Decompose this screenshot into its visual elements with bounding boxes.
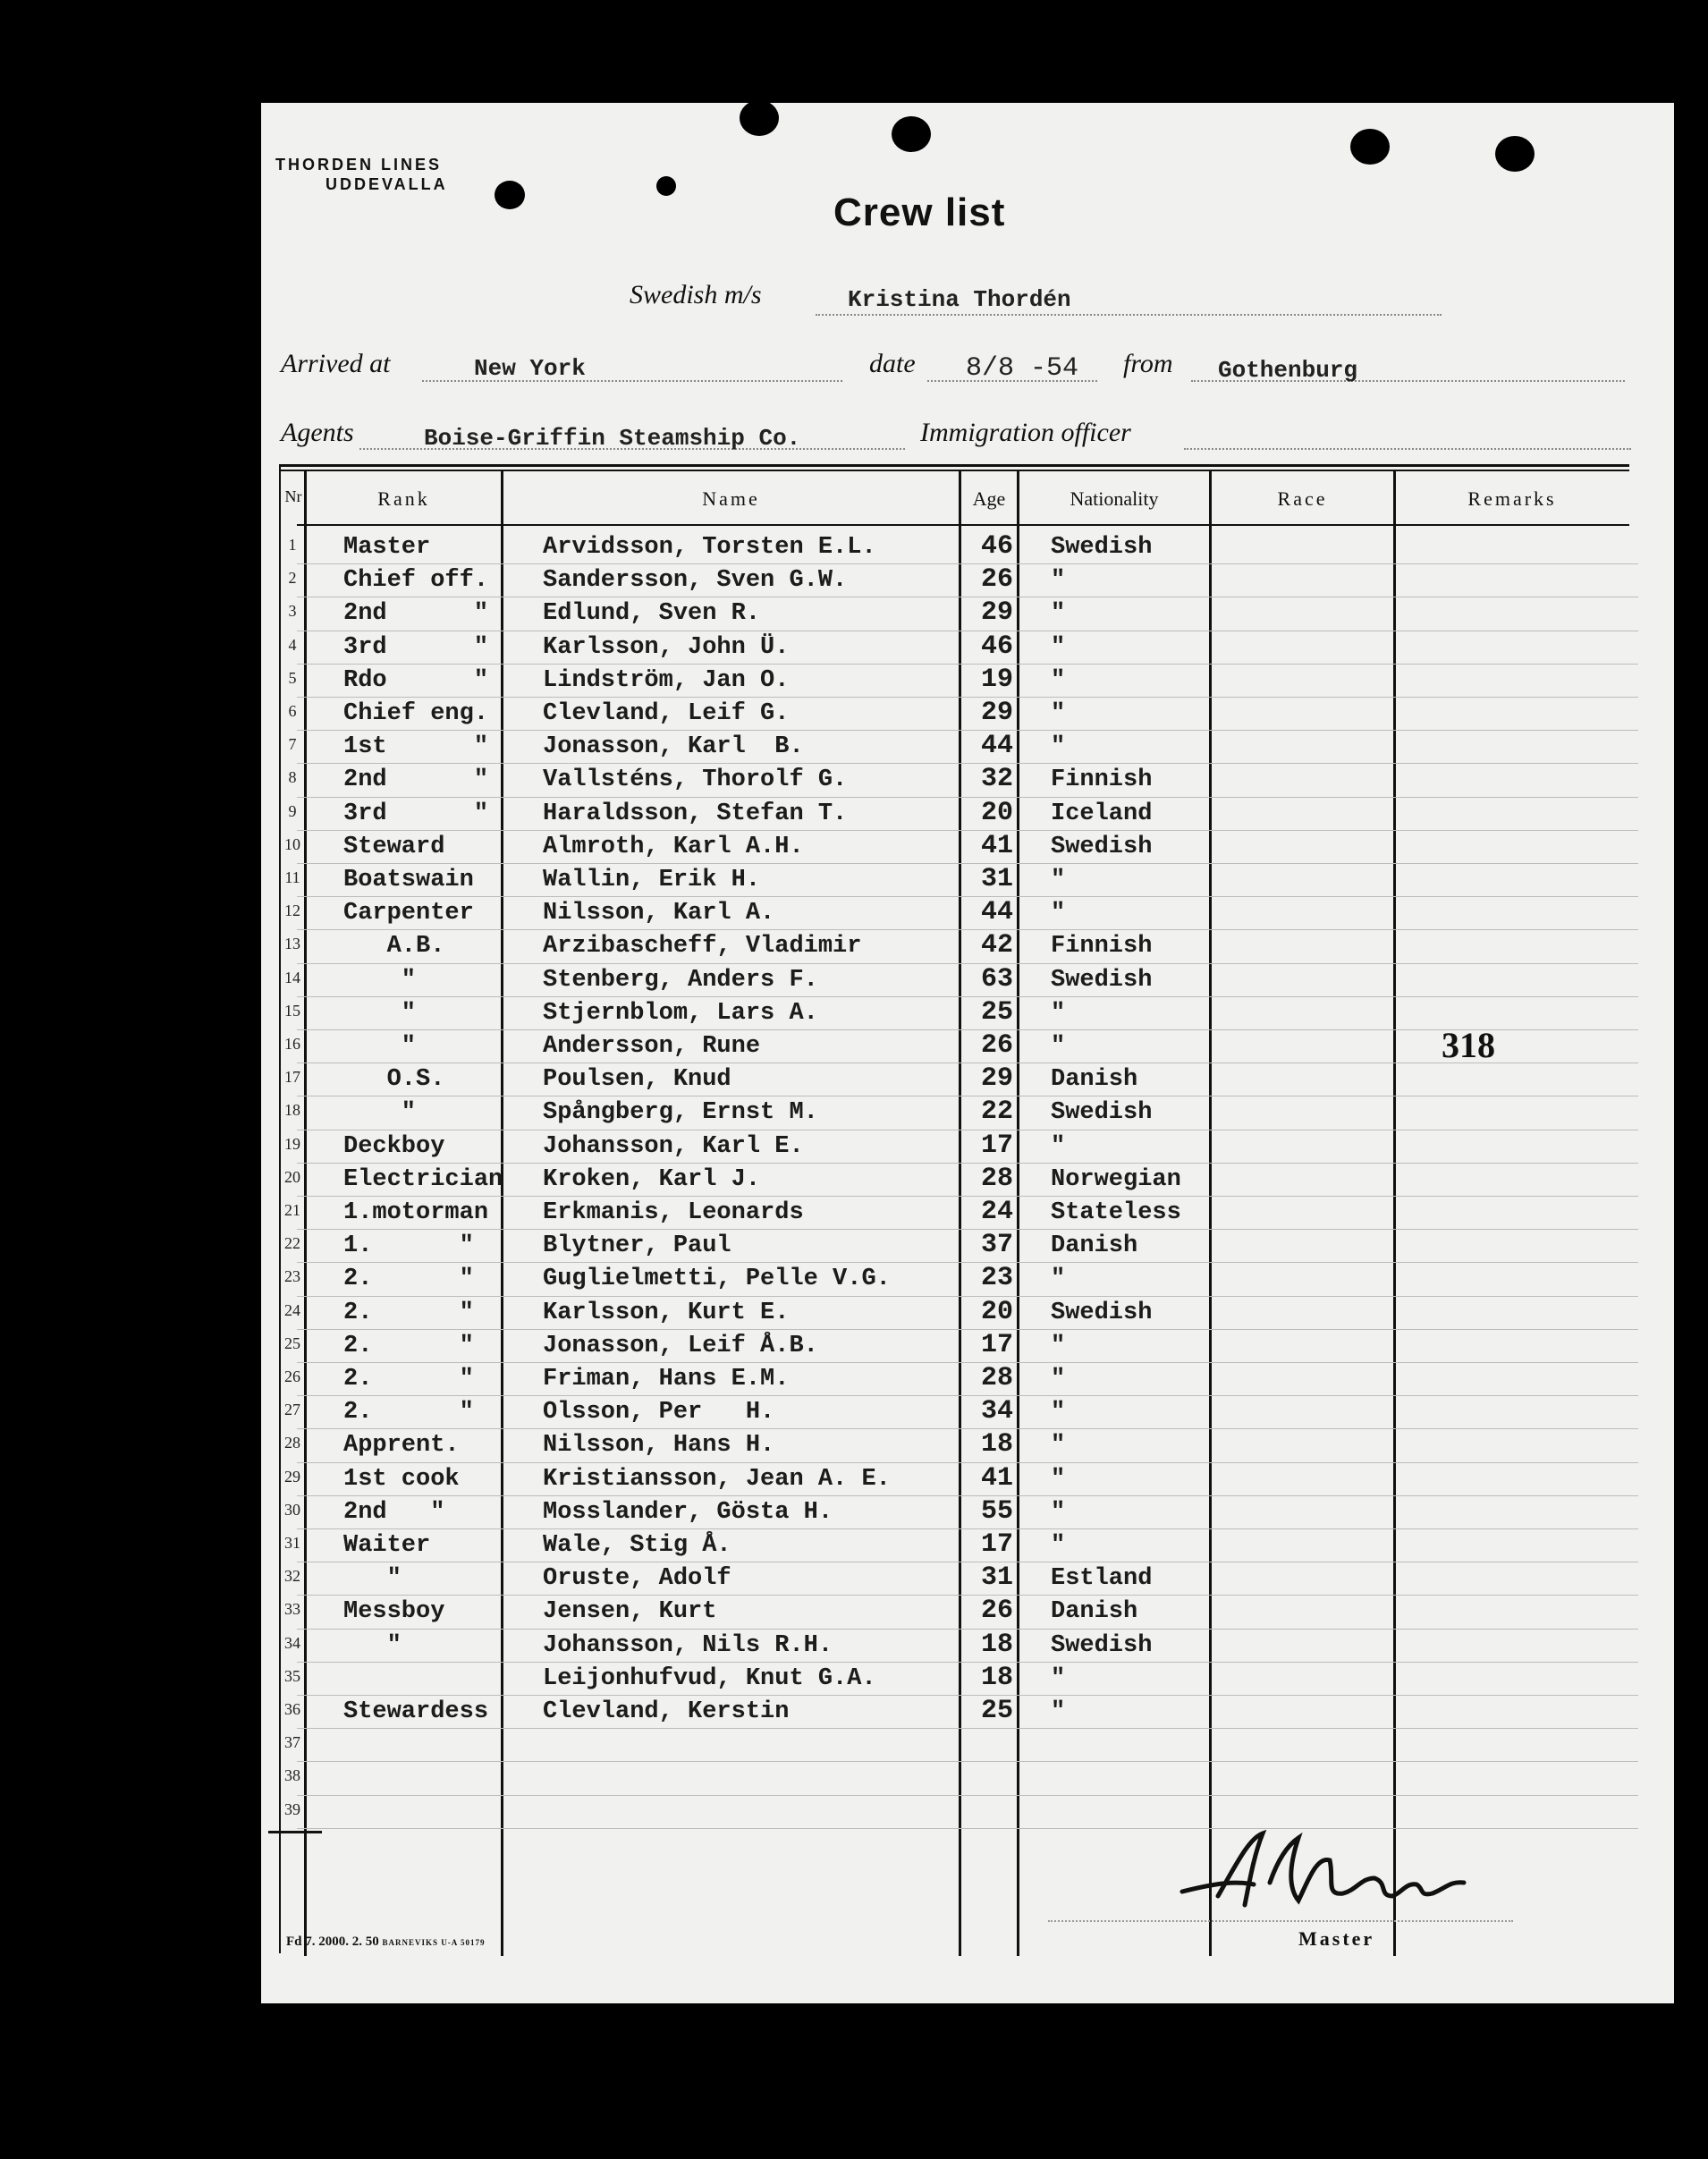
- crew-nationality: ": [1051, 700, 1066, 727]
- row-number: 13: [284, 935, 300, 953]
- crew-nationality: ": [1051, 1465, 1066, 1493]
- crew-rank: 2. ": [343, 1332, 474, 1359]
- crew-rank: Electrician: [343, 1165, 503, 1193]
- crew-age: 34: [981, 1396, 1014, 1427]
- crew-nationality: ": [1051, 1498, 1066, 1526]
- column-divider: [1209, 471, 1212, 1956]
- row-rule: [297, 1629, 1638, 1630]
- crew-age: 22: [981, 1096, 1014, 1128]
- row-rule: [297, 1695, 1638, 1696]
- remarks-value: 318: [1442, 1025, 1495, 1065]
- row-number: 35: [284, 1666, 300, 1685]
- row-number: 11: [284, 868, 300, 886]
- row-number: 36: [284, 1700, 300, 1718]
- page-title: Crew list: [833, 190, 1006, 234]
- crew-rank: ": [343, 966, 417, 994]
- row-rule: [297, 1229, 1638, 1230]
- crew-nationality: Finnish: [1051, 766, 1153, 794]
- header-rank: Rank: [377, 487, 430, 510]
- arrival-date: 8/8 -54: [966, 353, 1079, 384]
- crew-rank: ": [343, 1565, 402, 1593]
- printer-mark: BARNEVIKS U-A 50179: [382, 1938, 486, 1947]
- header-bottom-rule: [297, 524, 1629, 526]
- row-rule: [297, 1495, 1638, 1496]
- row-number: 7: [288, 735, 297, 754]
- crew-name: Vallsténs, Thorolf G.: [543, 766, 848, 794]
- crew-rank: O.S.: [343, 1066, 445, 1094]
- crew-nationality: Danish: [1051, 1232, 1138, 1260]
- crew-rank: 2. ": [343, 1366, 474, 1393]
- row-number: 4: [288, 635, 297, 654]
- row-number: 8: [288, 768, 297, 787]
- crew-age: 19: [981, 664, 1014, 695]
- row-number: 18: [284, 1101, 300, 1120]
- crew-name: Johansson, Nils R.H.: [543, 1631, 833, 1659]
- crew-age: 37: [981, 1230, 1014, 1261]
- row-rule: [297, 1662, 1638, 1663]
- header-nr: Nr: [284, 487, 302, 505]
- crew-list-document: [261, 103, 1674, 2003]
- row-number: 21: [284, 1201, 300, 1219]
- punch-hole: [1350, 129, 1390, 165]
- row-number: 30: [284, 1500, 300, 1519]
- crew-nationality: Stateless: [1051, 1199, 1181, 1226]
- crew-age: 26: [981, 1030, 1014, 1061]
- crew-nationality: Finnish: [1051, 933, 1153, 961]
- crew-rank: 2nd ": [343, 766, 489, 794]
- vessel-dotted-line: [816, 314, 1442, 316]
- crew-nationality: ": [1051, 733, 1066, 761]
- row-number: 16: [284, 1035, 300, 1053]
- row-rule: [297, 1595, 1638, 1596]
- crew-nationality: ": [1051, 666, 1066, 694]
- crew-name: Jonasson, Karl B.: [543, 733, 804, 761]
- row-rule: [297, 830, 1638, 831]
- crew-rank: A.B.: [343, 933, 445, 961]
- row-number: 23: [284, 1267, 300, 1286]
- form-number: Fd 7. 2000. 2. 50: [286, 1935, 379, 1949]
- row-rule: [297, 1362, 1638, 1363]
- row-rule: [297, 1395, 1638, 1396]
- crew-rank: Stewardess: [343, 1698, 489, 1725]
- row-number: 17: [284, 1068, 300, 1087]
- row-number: 5: [288, 668, 297, 687]
- row-number: 25: [284, 1334, 300, 1352]
- crew-age: 29: [981, 1063, 1014, 1095]
- row-number: 39: [284, 1799, 300, 1818]
- row-number: 24: [284, 1300, 300, 1319]
- crew-nationality: Swedish: [1051, 1631, 1153, 1659]
- row-rule: [297, 1262, 1638, 1263]
- row-number: 37: [284, 1733, 300, 1752]
- crew-age: 28: [981, 1163, 1014, 1194]
- master-label: Master: [1298, 1927, 1375, 1950]
- crew-age: 25: [981, 1696, 1014, 1726]
- crew-age: 26: [981, 564, 1014, 596]
- crew-rank: Deckboy: [343, 1132, 445, 1160]
- row-number: 10: [284, 834, 300, 853]
- row-number: 20: [284, 1167, 300, 1186]
- crew-rank: Rdo ": [343, 666, 489, 694]
- crew-age: 46: [981, 631, 1014, 662]
- company-name: THORDEN LINES: [275, 156, 443, 174]
- row-rule: [297, 896, 1638, 897]
- arrived-label: Arrived at: [281, 349, 391, 378]
- crew-age: 17: [981, 1529, 1014, 1560]
- crew-nationality: Danish: [1051, 1066, 1138, 1094]
- crew-rank: 3rd ": [343, 800, 489, 827]
- row-number: 31: [284, 1534, 300, 1552]
- crew-nationality: Swedish: [1051, 966, 1153, 994]
- crew-nationality: ": [1051, 567, 1066, 595]
- date-label: date: [869, 349, 916, 378]
- agents-label: Agents: [281, 418, 354, 447]
- column-divider: [959, 471, 961, 1956]
- row-rule: [297, 563, 1638, 564]
- crew-rank: Steward: [343, 833, 445, 860]
- crew-age: 44: [981, 897, 1014, 928]
- header-name: Name: [702, 487, 760, 510]
- row-number: 9: [288, 801, 297, 820]
- crew-name: Wale, Stig Å.: [543, 1532, 731, 1559]
- crew-age: 25: [981, 996, 1014, 1028]
- crew-rank: ": [343, 1631, 402, 1659]
- crew-age: 17: [981, 1130, 1014, 1161]
- crew-name: Leijonhufvud, Knut G.A.: [543, 1664, 876, 1692]
- crew-nationality: ": [1051, 1399, 1066, 1427]
- row-rule: [297, 1761, 1638, 1762]
- crew-age: 32: [981, 764, 1014, 795]
- crew-rank: Master: [343, 534, 431, 561]
- crew-rank: 2. ": [343, 1266, 474, 1293]
- crew-rank: 2nd ": [343, 1498, 445, 1526]
- header-age: Age: [972, 487, 1006, 510]
- agents-name: Boise-Griffin Steamship Co.: [424, 425, 801, 452]
- crew-name: Stjernblom, Lars A.: [543, 999, 818, 1027]
- row-number: 38: [284, 1766, 300, 1785]
- row-rule: [297, 763, 1638, 764]
- row-rule: [297, 1728, 1638, 1729]
- crew-name: Jonasson, Leif Å.B.: [543, 1332, 818, 1359]
- crew-age: 24: [981, 1197, 1014, 1227]
- officer-dotted-line: [1184, 448, 1631, 450]
- crew-rank: 1st ": [343, 733, 489, 761]
- crew-nationality: ": [1051, 1266, 1066, 1293]
- crew-age: 41: [981, 830, 1014, 861]
- signature-mark: [1164, 1829, 1522, 1927]
- crew-name: Andersson, Rune: [543, 1033, 761, 1060]
- crew-rank: Chief off.: [343, 567, 489, 595]
- crew-age: 17: [981, 1329, 1014, 1360]
- crew-age: 18: [981, 1429, 1014, 1460]
- crew-name: Sandersson, Sven G.W.: [543, 567, 848, 595]
- crew-name: Clevland, Leif G.: [543, 700, 790, 727]
- crew-nationality: Swedish: [1051, 833, 1153, 860]
- header-race: Race: [1277, 487, 1328, 510]
- crew-age: 55: [981, 1495, 1014, 1527]
- row-number: 33: [284, 1600, 300, 1619]
- crew-name: Kristiansson, Jean A. E.: [543, 1465, 891, 1493]
- row-rule: [297, 797, 1638, 798]
- vessel-label: Swedish m/s: [630, 280, 762, 309]
- crew-name: Almroth, Karl A.H.: [543, 833, 804, 860]
- row-rule: [297, 730, 1638, 731]
- crew-name: Clevland, Kerstin: [543, 1698, 790, 1725]
- crew-name: Haraldsson, Stefan T.: [543, 800, 848, 827]
- row-rule: [297, 1296, 1638, 1297]
- crew-nationality: ": [1051, 1332, 1066, 1359]
- crew-nationality: Danish: [1051, 1598, 1138, 1626]
- crew-name: Arzibascheff, Vladimir: [543, 933, 862, 961]
- crew-nationality: Swedish: [1051, 1299, 1153, 1326]
- crew-rank: 2. ": [343, 1399, 474, 1427]
- crew-rank: 2nd ": [343, 600, 489, 628]
- table-top-rule-2: [279, 470, 1629, 471]
- crew-rank: 1.motorman: [343, 1199, 489, 1226]
- crew-name: Poulsen, Knud: [543, 1066, 731, 1094]
- crew-nationality: ": [1051, 1698, 1066, 1725]
- row-number: 12: [284, 902, 300, 920]
- row-rule: [297, 1462, 1638, 1463]
- row-rule: [297, 963, 1638, 964]
- punch-hole: [656, 176, 676, 196]
- crew-age: 63: [981, 963, 1014, 995]
- crew-age: 46: [981, 531, 1014, 562]
- crew-age: 20: [981, 1296, 1014, 1327]
- crew-nationality: ": [1051, 867, 1066, 893]
- row-rule: [297, 697, 1638, 698]
- crew-age: 29: [981, 597, 1014, 629]
- from-label: from: [1123, 349, 1173, 378]
- crew-rank: Apprent.: [343, 1432, 460, 1460]
- form-footer: [286, 1935, 486, 1950]
- row-rule: [297, 1428, 1638, 1429]
- crew-rank: Waiter: [343, 1532, 431, 1559]
- crew-name: Nilsson, Karl A.: [543, 900, 775, 927]
- crew-nationality: ": [1051, 1664, 1066, 1692]
- punch-hole: [1495, 136, 1535, 172]
- crew-age: 28: [981, 1363, 1014, 1393]
- row-rule: [297, 929, 1638, 930]
- crew-name: Blytner, Paul: [543, 1232, 731, 1260]
- crew-nationality: ": [1051, 999, 1066, 1027]
- crew-nationality: ": [1051, 900, 1066, 927]
- crew-age: 44: [981, 731, 1014, 762]
- crew-age: 31: [981, 1562, 1014, 1594]
- crew-age: 41: [981, 1462, 1014, 1494]
- crew-name: Nilsson, Hans H.: [543, 1432, 775, 1460]
- crew-age: 29: [981, 698, 1014, 728]
- punch-hole: [740, 100, 779, 136]
- crew-age: 31: [981, 864, 1014, 894]
- company-header: [275, 155, 448, 194]
- header-nationality: Nationality: [1070, 487, 1159, 510]
- crew-age: 18: [981, 1662, 1014, 1693]
- crew-nationality: ": [1051, 1132, 1066, 1160]
- crew-name: Kroken, Karl J.: [543, 1165, 761, 1193]
- table-top-rule: [279, 464, 1629, 467]
- crew-nationality: ": [1051, 1366, 1066, 1393]
- crew-nationality: Swedish: [1051, 1099, 1153, 1127]
- crew-nationality: Iceland: [1051, 800, 1153, 827]
- row-number: 34: [284, 1633, 300, 1652]
- crew-name: Stenberg, Anders F.: [543, 966, 818, 994]
- table-bottom-marker: [268, 1831, 322, 1833]
- crew-name: Karlsson, Kurt E.: [543, 1299, 790, 1326]
- crew-nationality: Estland: [1051, 1565, 1153, 1593]
- crew-rank: 3rd ": [343, 633, 489, 661]
- row-number: 1: [288, 536, 297, 554]
- row-rule: [297, 863, 1638, 864]
- punch-hole: [892, 116, 931, 152]
- row-rule: [297, 1196, 1638, 1197]
- crew-nationality: Norwegian: [1051, 1165, 1181, 1193]
- crew-rank: Boatswain: [343, 867, 474, 893]
- arrival-origin: Gothenburg: [1218, 357, 1358, 384]
- crew-nationality: ": [1051, 1033, 1066, 1060]
- crew-age: 23: [981, 1263, 1014, 1294]
- row-number: 28: [284, 1434, 300, 1452]
- crew-name: Jensen, Kurt: [543, 1598, 717, 1626]
- crew-name: Erkmanis, Leonards: [543, 1199, 804, 1226]
- crew-age: 20: [981, 797, 1014, 828]
- crew-name: Karlsson, John Ü.: [543, 633, 790, 661]
- column-divider: [1017, 471, 1019, 1956]
- crew-age: 26: [981, 1596, 1014, 1627]
- crew-rank: 1. ": [343, 1232, 474, 1260]
- crew-name: Lindström, Jan O.: [543, 666, 790, 694]
- immigration-officer-label: Immigration officer: [920, 418, 1131, 447]
- column-divider: [1393, 471, 1396, 1956]
- crew-name: Mosslander, Gösta H.: [543, 1498, 833, 1526]
- crew-age: 42: [981, 930, 1014, 961]
- crew-rank: ": [343, 1033, 417, 1060]
- crew-name: Guglielmetti, Pelle V.G.: [543, 1266, 891, 1293]
- crew-age: 18: [981, 1629, 1014, 1660]
- row-rule: [297, 1528, 1638, 1529]
- crew-nationality: ": [1051, 1432, 1066, 1460]
- crew-rank: ": [343, 1099, 417, 1127]
- row-rule: [297, 664, 1638, 665]
- crew-name: Spångberg, Ernst M.: [543, 1099, 818, 1127]
- header-remarks: Remarks: [1467, 487, 1557, 510]
- row-rule: [297, 1029, 1638, 1030]
- row-number: 26: [284, 1367, 300, 1385]
- row-rule: [297, 1163, 1638, 1164]
- crew-rank: 2. ": [343, 1299, 474, 1326]
- row-rule: [297, 1329, 1638, 1330]
- row-number: 22: [284, 1234, 300, 1253]
- crew-name: Johansson, Karl E.: [543, 1132, 804, 1160]
- row-number: 15: [284, 1001, 300, 1020]
- row-number: 29: [284, 1467, 300, 1486]
- row-rule: [297, 1795, 1638, 1796]
- crew-rank: ": [343, 999, 417, 1027]
- crew-rank: Carpenter: [343, 900, 474, 927]
- punch-hole: [495, 181, 525, 209]
- row-number: 19: [284, 1134, 300, 1153]
- row-number: 32: [284, 1567, 300, 1586]
- crew-nationality: Swedish: [1051, 534, 1153, 561]
- row-rule: [297, 996, 1638, 997]
- vessel-name: Kristina Thordén: [848, 286, 1071, 313]
- row-number: 3: [288, 602, 297, 621]
- crew-rank: Messboy: [343, 1598, 445, 1626]
- row-number: 27: [284, 1401, 300, 1419]
- row-number: 6: [288, 702, 297, 720]
- crew-name: Oruste, Adolf: [543, 1565, 731, 1593]
- crew-name: Arvidsson, Torsten E.L.: [543, 534, 876, 561]
- crew-nationality: ": [1051, 633, 1066, 661]
- crew-name: Wallin, Erik H.: [543, 867, 761, 893]
- arrival-port: New York: [474, 355, 586, 382]
- crew-nationality: ": [1051, 1532, 1066, 1559]
- crew-name: Olsson, Per H.: [543, 1399, 775, 1427]
- company-city: UDDEVALLA: [326, 175, 448, 193]
- row-number: 14: [284, 968, 300, 986]
- row-number: 2: [288, 569, 297, 588]
- crew-rank: Chief eng.: [343, 700, 489, 727]
- crew-name: Edlund, Sven R.: [543, 600, 761, 628]
- crew-nationality: ": [1051, 600, 1066, 628]
- crew-name: Friman, Hans E.M.: [543, 1366, 790, 1393]
- column-divider: [501, 471, 503, 1956]
- crew-rank: 1st cook: [343, 1465, 460, 1493]
